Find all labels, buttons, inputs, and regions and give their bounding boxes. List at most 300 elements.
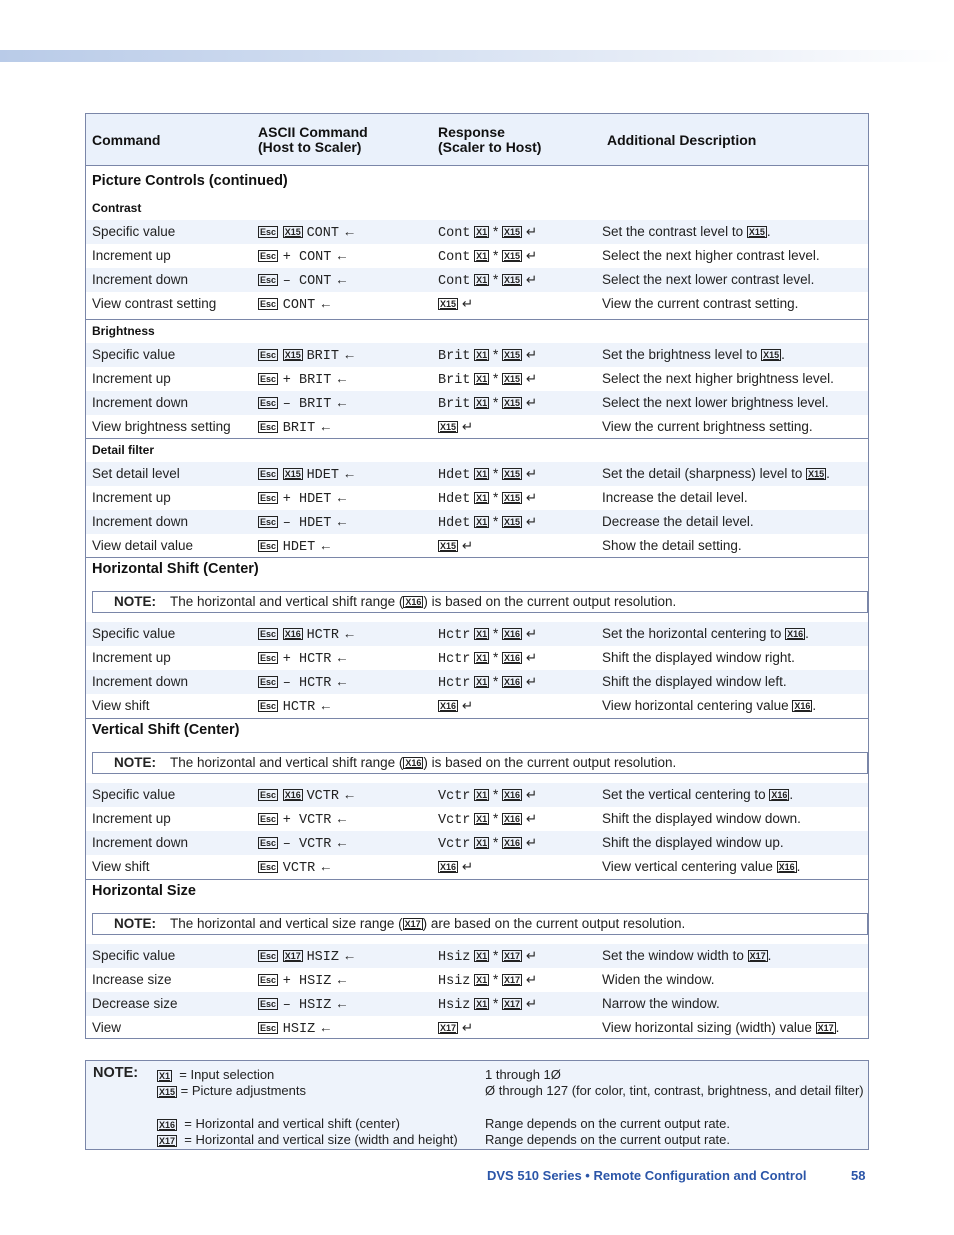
variable-x17: X17 [440, 1023, 457, 1034]
footnote-x1-range: 1 through 1Ø [485, 1067, 561, 1082]
esc-key: Esc [260, 701, 277, 712]
response-text [438, 343, 537, 369]
description [602, 268, 814, 292]
esc-key: Esc [260, 999, 277, 1010]
enter-icon: ↵ [525, 972, 538, 987]
enter-icon: ↵ [525, 787, 538, 802]
header-command: Command [92, 132, 161, 148]
page-footer-series: DVS 510 Series • Remote Configuration and Control [487, 1168, 807, 1183]
esc-key: Esc [260, 350, 277, 361]
command-name: Specific value [92, 626, 176, 641]
variable-x1: X1 [476, 374, 488, 385]
table-row [86, 944, 868, 968]
left-arrow-icon: ← [335, 490, 349, 505]
response-text [438, 510, 537, 536]
command-name: Specific value [92, 787, 176, 802]
response-keyword: Brit [438, 349, 471, 364]
table-row [86, 968, 868, 992]
esc-key: Esc [260, 374, 277, 385]
variable-x1: X1 [476, 653, 488, 664]
left-arrow-icon: ← [335, 811, 349, 826]
esc-key: Esc [260, 493, 277, 504]
ascii-text: + HDET [282, 492, 332, 507]
description [602, 391, 829, 415]
enter-icon: ↵ [525, 248, 538, 263]
response-keyword: Hdet [438, 516, 471, 531]
ascii-command [258, 646, 349, 672]
ascii-text: HCTR [282, 700, 316, 715]
ascii-text: – CONT [282, 274, 332, 289]
footnote-x16-range: Range depends on the current output rate. [485, 1116, 731, 1131]
footnote-x1-meaning: = Input selection [179, 1067, 275, 1082]
subsection-contrast: Contrast [92, 201, 142, 215]
description-text: Set the contrast level to [602, 224, 747, 239]
description [602, 534, 742, 558]
description [602, 415, 813, 439]
ascii-text: HCTR [306, 628, 339, 643]
description-text: Shift the displayed window right. [602, 650, 795, 665]
table-row [86, 670, 868, 694]
description [602, 510, 754, 534]
variable-x1: X1 [476, 999, 488, 1010]
variable-x17: X17 [404, 919, 421, 930]
ascii-command [258, 462, 356, 488]
enter-icon: ↵ [461, 296, 474, 311]
section-title-vertical-shift: Vertical Shift (Center) [92, 722, 240, 738]
description [602, 646, 795, 670]
description [602, 807, 801, 831]
variable-x1: X1 [476, 838, 488, 849]
left-arrow-icon: ← [342, 948, 357, 963]
header-additional-description: Additional Description [607, 132, 757, 148]
variable-x15: X15 [284, 350, 301, 361]
description [602, 831, 784, 855]
left-arrow-icon: ← [335, 674, 349, 689]
ascii-command [258, 694, 332, 720]
table-row [86, 622, 868, 646]
response-keyword: Hctr [438, 676, 471, 691]
description [602, 968, 715, 992]
description-text: Select the next lower contrast level. [602, 272, 815, 287]
variable-x17: X17 [159, 1135, 176, 1146]
enter-icon: ↵ [525, 347, 538, 362]
ascii-text: + CONT [282, 250, 332, 265]
header-response: Response [438, 124, 505, 140]
response-text [438, 807, 537, 833]
ascii-text: CONT [306, 226, 339, 241]
response-text [438, 268, 537, 294]
description-text: View horizontal centering value [602, 698, 793, 713]
table-row [86, 268, 868, 292]
section-vertical-shift [86, 719, 868, 880]
variable-x1: X1 [476, 227, 488, 238]
variable-x1: X1 [476, 251, 488, 262]
left-arrow-icon: ← [342, 224, 357, 239]
footnote-box [85, 1060, 869, 1150]
esc-key: Esc [260, 838, 277, 849]
description-text: View vertical centering value [602, 859, 777, 874]
enter-icon: ↵ [461, 538, 474, 553]
variable-x15: X15 [503, 251, 520, 262]
left-arrow-icon: ← [335, 650, 349, 665]
variable-x1: X1 [476, 677, 488, 688]
esc-key: Esc [260, 1023, 277, 1034]
note-label: NOTE: [114, 916, 156, 931]
table-row [86, 783, 868, 807]
esc-key: Esc [260, 299, 277, 310]
esc-key: Esc [260, 814, 277, 825]
variable-x16: X16 [284, 629, 301, 640]
table-row [86, 855, 868, 879]
enter-icon: ↵ [525, 224, 538, 239]
response-text [438, 968, 537, 994]
ascii-text: – HCTR [282, 676, 332, 691]
response-text [438, 670, 537, 696]
command-name: Specific value [92, 948, 176, 963]
command-name: View shift [92, 698, 150, 713]
ascii-text: + HSIZ [282, 974, 332, 989]
description [602, 462, 830, 486]
variable-x1: X1 [476, 517, 488, 528]
variable-x15: X15 [808, 469, 825, 480]
ascii-command [258, 944, 356, 970]
command-name: Decrease size [92, 996, 178, 1011]
description-text: Decrease the detail level. [602, 514, 754, 529]
variable-x15: X15 [503, 275, 520, 286]
description [602, 1016, 839, 1040]
esc-key: Esc [260, 398, 277, 409]
variable-x16: X16 [771, 790, 788, 801]
footnote-x15-range: Ø through 127 (for color, tint, contrast, brightness, and detail filter) [485, 1083, 864, 1098]
command-name: Increment up [92, 371, 171, 386]
top-gradient-band [0, 50, 954, 62]
esc-key: Esc [260, 469, 277, 480]
variable-x16: X16 [440, 862, 457, 873]
table-row [86, 807, 868, 831]
response-keyword: Hsiz [438, 950, 471, 965]
response-keyword: Hctr [438, 652, 471, 667]
separator-star: * [492, 466, 499, 481]
ascii-command [258, 1016, 332, 1042]
ascii-command [258, 831, 349, 857]
footnote-x16-meaning: = Horizontal and vertical shift (center) [184, 1116, 400, 1131]
description-text: Select the next higher contrast level. [602, 248, 820, 263]
separator-star: * [492, 626, 499, 641]
variable-x1: X1 [476, 814, 488, 825]
variable-x1: X1 [476, 350, 488, 361]
response-keyword: Hsiz [438, 998, 471, 1013]
description-text: Set the vertical centering to [602, 787, 770, 802]
description [602, 694, 816, 718]
response-text [438, 831, 537, 857]
variable-x16: X16 [405, 758, 422, 769]
variable-x1: X1 [476, 275, 488, 286]
left-arrow-icon: ← [318, 296, 333, 311]
ascii-text: CONT [282, 298, 316, 313]
ascii-text: HDET [282, 540, 316, 555]
variable-x15: X15 [503, 398, 520, 409]
esc-key: Esc [260, 629, 277, 640]
command-name: View contrast setting [92, 296, 217, 311]
enter-icon: ↵ [525, 371, 538, 386]
command-name: View detail value [92, 538, 194, 553]
command-name: Specific value [92, 224, 176, 239]
description [602, 855, 800, 879]
separator-star: * [492, 248, 499, 263]
description-text: Increase the detail level. [602, 490, 748, 505]
ascii-command [258, 343, 356, 369]
description [602, 220, 771, 244]
response-text [438, 486, 537, 512]
variable-x15: X15 [440, 541, 457, 552]
section-title-horizontal-size: Horizontal Size [92, 883, 196, 899]
ascii-command [258, 992, 349, 1018]
variable-x1: X1 [476, 629, 488, 640]
separator-star: * [492, 996, 499, 1011]
description [602, 292, 798, 316]
variable-x16: X16 [503, 653, 520, 664]
variable-x15: X15 [284, 227, 301, 238]
variable-x16: X16 [503, 629, 520, 640]
left-arrow-icon: ← [318, 698, 333, 713]
description [602, 944, 771, 968]
section-title-picture-controls: Picture Controls (continued) [92, 173, 288, 189]
description-text: Widen the window. [602, 972, 715, 987]
response-text [438, 244, 537, 270]
variable-x17: X17 [749, 951, 766, 962]
variable-x16: X16 [778, 862, 795, 873]
variable-x1: X1 [476, 975, 488, 986]
description-text: View horizontal sizing (width) value [602, 1020, 816, 1035]
response-text [438, 415, 473, 439]
esc-key: Esc [260, 275, 277, 286]
footnote-x17-meaning: = Horizontal and vertical size (width and height) [184, 1132, 458, 1147]
ascii-command [258, 855, 332, 881]
variable-x16: X16 [284, 790, 301, 801]
response-text [438, 462, 537, 488]
left-arrow-icon: ← [318, 538, 333, 553]
ascii-command [258, 220, 356, 246]
separator-star: * [492, 787, 499, 802]
enter-icon: ↵ [461, 419, 474, 434]
ascii-command [258, 783, 356, 809]
description-end: . [805, 626, 809, 641]
variable-x17: X17 [284, 951, 301, 962]
note-text-end: ) are based on the current output resolution. [422, 916, 686, 931]
ascii-text: BRIT [306, 349, 339, 364]
enter-icon: ↵ [525, 466, 538, 481]
response-keyword: Vctr [438, 813, 471, 828]
left-arrow-icon: ← [342, 787, 357, 802]
ascii-text: HSIZ [282, 1022, 316, 1037]
note-text-end: ) is based on the current output resolution. [423, 594, 677, 609]
note-label: NOTE: [114, 755, 156, 770]
description-text: Select the next lower brightness level. [602, 395, 829, 410]
enter-icon: ↵ [525, 811, 538, 826]
left-arrow-icon: ← [335, 996, 349, 1011]
separator-star: * [492, 972, 499, 987]
response-keyword: Cont [438, 226, 471, 241]
note-horizontal-shift [92, 591, 868, 613]
variable-x15: X15 [159, 1086, 176, 1097]
ascii-command [258, 268, 349, 294]
subsection-detail-filter: Detail filter [92, 443, 155, 457]
separator-star: * [492, 490, 499, 505]
variable-x16: X16 [503, 790, 520, 801]
note-horizontal-size [92, 913, 868, 935]
variable-x15: X15 [503, 517, 520, 528]
table-row [86, 220, 868, 244]
description-text: Set the horizontal centering to [602, 626, 786, 641]
variable-x1: X1 [476, 790, 488, 801]
table-row [86, 694, 868, 718]
variable-x16: X16 [405, 597, 422, 608]
description [602, 244, 820, 268]
subsection-brightness: Brightness [92, 324, 155, 338]
left-arrow-icon: ← [335, 248, 349, 263]
response-text [438, 1016, 473, 1040]
note-text: The horizontal and vertical shift range ( [170, 755, 404, 770]
variable-x15: X15 [503, 350, 520, 361]
command-name: View shift [92, 859, 150, 874]
response-text [438, 220, 537, 246]
table-row [86, 510, 868, 534]
variable-x1: X1 [159, 1070, 171, 1081]
variable-x16: X16 [794, 701, 811, 712]
ascii-command [258, 807, 349, 833]
table-header [86, 114, 868, 166]
left-arrow-icon: ← [335, 395, 349, 410]
description-text: Narrow the window. [602, 996, 720, 1011]
table-row [86, 415, 868, 439]
ascii-command [258, 367, 349, 393]
variable-x16: X16 [503, 838, 520, 849]
description [602, 670, 787, 694]
footnote-label: NOTE: [93, 1065, 139, 1081]
command-name: Specific value [92, 347, 176, 362]
ascii-text: – BRIT [282, 397, 332, 412]
description [602, 343, 785, 367]
response-keyword: Vctr [438, 837, 471, 852]
esc-key: Esc [260, 541, 277, 552]
variable-x17: X17 [503, 999, 520, 1010]
description [602, 367, 834, 391]
response-keyword: Brit [438, 373, 471, 388]
response-keyword: Hctr [438, 628, 471, 643]
table-row [86, 367, 868, 391]
enter-icon: ↵ [525, 835, 538, 850]
description-text: Show the detail setting. [602, 538, 742, 553]
response-text [438, 367, 537, 393]
variable-x15: X15 [503, 374, 520, 385]
left-arrow-icon: ← [335, 371, 349, 386]
response-text [438, 783, 537, 809]
ascii-text: + VCTR [282, 813, 332, 828]
variable-x1: X1 [476, 951, 488, 962]
variable-x15: X15 [763, 350, 780, 361]
response-keyword: Brit [438, 397, 471, 412]
section-horizontal-shift [86, 558, 868, 719]
ascii-command [258, 968, 349, 994]
note-label: NOTE: [114, 594, 156, 609]
ascii-text: – VCTR [282, 837, 332, 852]
description-text: Select the next higher brightness level. [602, 371, 834, 386]
variable-x16: X16 [440, 701, 457, 712]
separator-star: * [492, 811, 499, 826]
separator-star: * [492, 674, 499, 689]
esc-key: Esc [260, 251, 277, 262]
enter-icon: ↵ [525, 996, 538, 1011]
variable-x16: X16 [159, 1119, 176, 1130]
description-text: View the current brightness setting. [602, 419, 813, 434]
left-arrow-icon: ← [318, 1020, 333, 1035]
ascii-text: BRIT [282, 421, 316, 436]
command-name: Increment up [92, 811, 171, 826]
ascii-command [258, 244, 349, 270]
command-name: View brightness setting [92, 419, 231, 434]
left-arrow-icon: ← [335, 514, 349, 529]
table-row [86, 992, 868, 1016]
response-keyword: Hdet [438, 492, 471, 507]
esc-key: Esc [260, 227, 277, 238]
page-number: 58 [851, 1168, 866, 1183]
response-keyword: Cont [438, 250, 471, 265]
esc-key: Esc [260, 677, 277, 688]
description-end: . [835, 1020, 840, 1035]
description-text: Shift the displayed window down. [602, 811, 801, 826]
enter-icon: ↵ [525, 514, 538, 529]
esc-key: Esc [260, 790, 277, 801]
note-text: The horizontal and vertical shift range ( [170, 594, 404, 609]
description-end: . [796, 859, 801, 874]
command-name: Increment up [92, 490, 171, 505]
enter-icon: ↵ [525, 626, 538, 641]
header-ascii-direction: (Host to Scaler) [258, 139, 362, 155]
response-text [438, 694, 473, 718]
description [602, 622, 809, 646]
section-detail-filter [86, 439, 868, 558]
command-name: Increment up [92, 248, 171, 263]
variable-x15: X15 [503, 469, 520, 480]
ascii-text: + BRIT [282, 373, 332, 388]
section-title-horizontal-shift: Horizontal Shift (Center) [92, 561, 259, 577]
description-end: . [766, 224, 771, 239]
description [602, 992, 720, 1016]
variable-x15: X15 [503, 493, 520, 504]
response-text [438, 622, 537, 648]
separator-star: * [492, 371, 499, 386]
response-text [438, 646, 537, 672]
esc-key: Esc [260, 517, 277, 528]
esc-key: Esc [260, 653, 277, 664]
ascii-command [258, 391, 349, 417]
ascii-command [258, 622, 356, 648]
command-name: Increment down [92, 514, 189, 529]
variable-x17: X17 [503, 951, 520, 962]
table-row [86, 391, 868, 415]
variable-x15: X15 [440, 299, 457, 310]
left-arrow-icon: ← [335, 972, 349, 987]
ascii-command [258, 510, 349, 536]
command-name: View [92, 1020, 122, 1035]
description [602, 783, 793, 807]
left-arrow-icon: ← [335, 835, 349, 850]
separator-star: * [492, 347, 499, 362]
ascii-text: HSIZ [306, 950, 339, 965]
separator-star: * [492, 650, 499, 665]
section-brightness [86, 320, 868, 439]
response-keyword: Vctr [438, 789, 471, 804]
